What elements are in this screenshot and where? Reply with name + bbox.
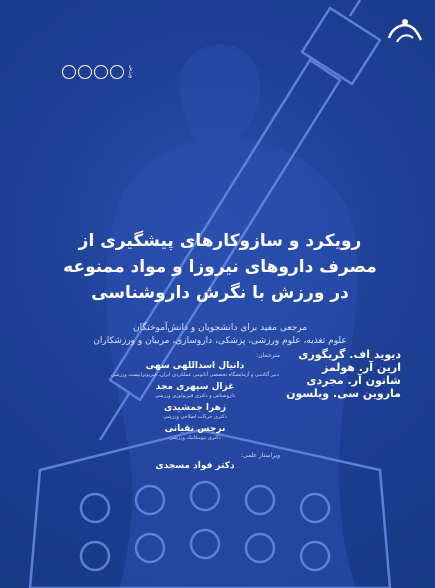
athlete-silhouette (106, 44, 358, 588)
title-line-1: رویکرد و سازوکارهای پیشگیری از (78, 231, 362, 251)
translator-affiliation: دکتری بیومکانیک ورزشی (169, 435, 221, 441)
translators-label: مترجمان: (256, 352, 280, 359)
scientific-editor (110, 452, 280, 472)
book-title (40, 228, 400, 306)
translator-name: زهرا جمشیدی (163, 403, 227, 413)
translators-list (110, 352, 280, 445)
translator-affiliation: دبیر آکادمی و آزمایشگاه تخصصی آناتومی عملکردی ایران، فیزیوتراپیست ورزشی (111, 372, 279, 378)
translator-name: دانیال اسداللهی سهی (145, 361, 245, 371)
translator-name: نرجس نقیانی (164, 424, 226, 434)
subtitle-line-1: مرجعی مفید برای دانشجویان و دانش‌آموختگان (132, 323, 308, 333)
author-name: ارین آر. هولمز (322, 361, 401, 374)
medicine-icon (94, 65, 108, 79)
author-name: دیوید اف. گریگوری (298, 348, 401, 361)
title-line-3: در ورزش با نگرش داروشناسی (91, 283, 349, 303)
author-name: ماروین سی. ویلسون (286, 387, 401, 400)
book-subtitle (40, 322, 400, 348)
translator-affiliation: دکتری حرکات اصلاحی ورزشی (163, 414, 227, 420)
icon-strip-label: ورزش (128, 65, 134, 79)
pharmacy-icon (110, 65, 124, 79)
subtitle-line-2: علوم تغذیه، علوم ورزشی، پزشکی، داروسازی، مربیان و ورزشکاران (93, 336, 347, 346)
translator-name: غزال سپهری مجد (155, 382, 235, 392)
subject-icon-strip (62, 62, 140, 82)
nutrition-icon (62, 65, 76, 79)
title-line-2: مصرف داروهای نیروزا و مواد ممنوعه (63, 257, 377, 277)
editor-label: ویراستار علمی: (240, 452, 280, 459)
sport-icon (78, 65, 92, 79)
author-name: شانون آر. مجردی (306, 374, 401, 387)
translator-affiliation: داروشناس و دکتری فیزیولوژی ورزشی (155, 393, 235, 399)
publisher-logo (383, 8, 427, 52)
editor-name: دکتر فواد مسجدی (155, 461, 235, 471)
